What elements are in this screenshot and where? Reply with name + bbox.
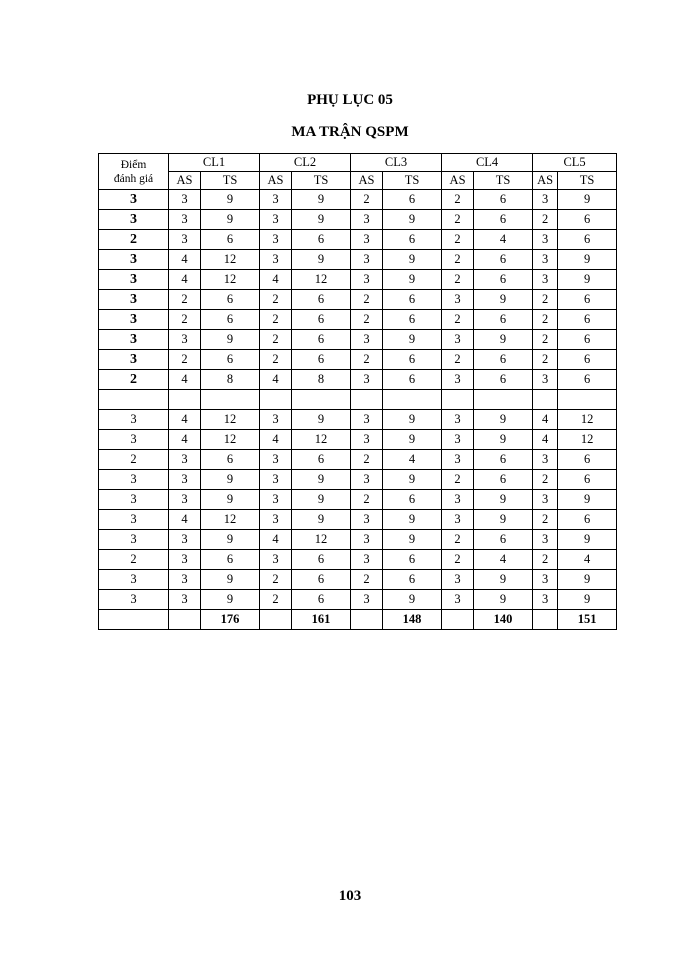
score-cell: 3 (99, 430, 169, 450)
as-cell: 3 (351, 410, 383, 430)
ts-cell: 9 (201, 210, 260, 230)
as-cell: 3 (351, 470, 383, 490)
ts-cell: 12 (558, 430, 617, 450)
ts-cell: 6 (383, 230, 442, 250)
as-cell: 3 (169, 330, 201, 350)
as-cell: 3 (169, 590, 201, 610)
score-cell: 3 (99, 510, 169, 530)
as-cell: 2 (351, 570, 383, 590)
ts-cell: 9 (201, 570, 260, 590)
ts-cell: 6 (383, 190, 442, 210)
table-row (99, 550, 617, 570)
ts-cell: 6 (292, 350, 351, 370)
total-cell-empty (533, 610, 558, 630)
total-cl3: 148 (383, 610, 442, 630)
as-cell: 2 (533, 470, 558, 490)
as-cell: 3 (260, 490, 292, 510)
as-cell: 4 (169, 370, 201, 390)
table-row (99, 210, 617, 230)
as-cell: 3 (351, 590, 383, 610)
ts-cell: 9 (201, 490, 260, 510)
score-cell: 3 (99, 250, 169, 270)
ts-cell: 6 (474, 450, 533, 470)
ts-cell: 9 (292, 490, 351, 510)
score-cell: 3 (99, 290, 169, 310)
ts-cell: 6 (292, 450, 351, 470)
total-label-cell (99, 610, 169, 630)
ts-cell: 9 (292, 210, 351, 230)
ts-cell: 12 (201, 250, 260, 270)
as-cell: 3 (533, 590, 558, 610)
as-cell: 3 (169, 570, 201, 590)
table-row (99, 190, 617, 210)
as-cell: 3 (351, 370, 383, 390)
matrix-title: MA TRẬN QSPM (291, 124, 409, 140)
sub-header-as: AS (169, 172, 201, 190)
total-cl4: 140 (474, 610, 533, 630)
as-cell: 2 (533, 330, 558, 350)
total-cell-empty (351, 610, 383, 630)
score-cell: 2 (99, 450, 169, 470)
ts-cell: 9 (201, 190, 260, 210)
as-cell: 3 (442, 590, 474, 610)
ts-cell: 6 (474, 350, 533, 370)
ts-cell: 6 (558, 350, 617, 370)
ts-cell: 9 (383, 330, 442, 350)
score-cell: 3 (99, 310, 169, 330)
as-cell: 3 (533, 570, 558, 590)
ts-cell: 6 (474, 530, 533, 550)
as-cell: 3 (442, 430, 474, 450)
ts-cell: 9 (558, 250, 617, 270)
ts-cell: 9 (558, 490, 617, 510)
as-cell: 3 (442, 330, 474, 350)
sub-header-as: AS (260, 172, 292, 190)
ts-cell: 6 (558, 310, 617, 330)
as-cell: 3 (260, 550, 292, 570)
as-cell: 3 (533, 230, 558, 250)
as-cell: 4 (533, 430, 558, 450)
as-cell: 3 (533, 190, 558, 210)
as-cell: 2 (442, 470, 474, 490)
appendix-title: PHỤ LỤC 05 (307, 92, 393, 108)
ts-cell: 9 (474, 590, 533, 610)
ts-cell: 4 (558, 550, 617, 570)
table-row (99, 250, 617, 270)
score-cell: 2 (99, 550, 169, 570)
as-cell: 2 (351, 450, 383, 470)
total-row (99, 610, 617, 630)
ts-cell: 6 (292, 230, 351, 250)
ts-cell (558, 390, 617, 410)
ts-cell: 9 (292, 510, 351, 530)
sub-header-as: AS (351, 172, 383, 190)
ts-cell: 9 (292, 190, 351, 210)
table-row (99, 510, 617, 530)
ts-cell: 9 (292, 470, 351, 490)
ts-cell: 6 (292, 570, 351, 590)
as-cell: 2 (260, 590, 292, 610)
ts-cell: 9 (383, 210, 442, 230)
ts-cell: 4 (383, 450, 442, 470)
ts-cell: 6 (383, 350, 442, 370)
ts-cell: 9 (201, 330, 260, 350)
as-cell: 3 (351, 270, 383, 290)
as-cell: 3 (533, 370, 558, 390)
ts-cell: 6 (292, 310, 351, 330)
ts-cell: 9 (474, 330, 533, 350)
ts-cell: 9 (474, 490, 533, 510)
as-cell: 3 (260, 210, 292, 230)
as-cell: 3 (351, 430, 383, 450)
as-cell: 3 (260, 230, 292, 250)
as-cell (260, 390, 292, 410)
ts-cell: 9 (383, 530, 442, 550)
as-cell: 3 (351, 210, 383, 230)
ts-cell: 9 (558, 270, 617, 290)
ts-cell: 9 (383, 250, 442, 270)
table-row (99, 410, 617, 430)
sub-header-ts: TS (474, 172, 533, 190)
ts-cell: 6 (383, 290, 442, 310)
total-cell-empty (169, 610, 201, 630)
as-cell: 3 (351, 250, 383, 270)
table-row (99, 530, 617, 550)
ts-cell: 8 (292, 370, 351, 390)
as-cell (169, 390, 201, 410)
ts-cell: 6 (201, 550, 260, 570)
as-cell: 3 (442, 490, 474, 510)
total-cell-empty (260, 610, 292, 630)
table-row (99, 290, 617, 310)
as-cell: 3 (351, 330, 383, 350)
as-cell: 2 (533, 290, 558, 310)
as-cell: 3 (533, 250, 558, 270)
total-cl1: 176 (201, 610, 260, 630)
as-cell: 2 (260, 570, 292, 590)
total-cl5: 151 (558, 610, 617, 630)
ts-cell: 6 (201, 290, 260, 310)
as-cell: 3 (351, 550, 383, 570)
ts-cell: 12 (201, 430, 260, 450)
as-cell: 2 (442, 250, 474, 270)
ts-cell: 6 (292, 550, 351, 570)
sub-header-ts: TS (292, 172, 351, 190)
ts-cell (292, 390, 351, 410)
ts-cell: 6 (383, 550, 442, 570)
sub-header-as: AS (442, 172, 474, 190)
as-cell: 4 (260, 530, 292, 550)
ts-cell: 6 (474, 190, 533, 210)
group-header-cl2: CL2 (260, 154, 351, 172)
as-cell: 2 (260, 350, 292, 370)
matrix-body (99, 190, 617, 610)
as-cell: 4 (533, 410, 558, 430)
table-row (99, 570, 617, 590)
ts-cell: 12 (292, 430, 351, 450)
as-cell: 4 (169, 430, 201, 450)
ts-cell (383, 390, 442, 410)
as-cell: 3 (533, 450, 558, 470)
ts-cell: 6 (201, 450, 260, 470)
ts-cell: 6 (558, 370, 617, 390)
as-cell: 2 (351, 490, 383, 510)
as-cell: 3 (169, 210, 201, 230)
as-cell: 2 (351, 350, 383, 370)
table-row (99, 430, 617, 450)
ts-cell: 9 (383, 510, 442, 530)
as-cell: 4 (260, 370, 292, 390)
as-cell: 3 (533, 490, 558, 510)
qspm-matrix-table (98, 153, 617, 630)
ts-cell: 9 (383, 430, 442, 450)
score-cell: 3 (99, 470, 169, 490)
ts-cell: 6 (558, 210, 617, 230)
ts-cell: 9 (383, 470, 442, 490)
ts-cell: 6 (292, 590, 351, 610)
score-cell: 3 (99, 490, 169, 510)
as-cell: 3 (169, 530, 201, 550)
table-row (99, 450, 617, 470)
ts-cell: 9 (474, 430, 533, 450)
ts-cell: 8 (201, 370, 260, 390)
table-row (99, 350, 617, 370)
ts-cell: 9 (558, 530, 617, 550)
ts-cell: 9 (383, 410, 442, 430)
ts-cell: 9 (474, 290, 533, 310)
as-cell: 3 (442, 370, 474, 390)
ts-cell: 6 (558, 230, 617, 250)
sub-header-as: AS (533, 172, 558, 190)
ts-cell: 4 (474, 550, 533, 570)
table-row (99, 330, 617, 350)
sub-header-ts: TS (383, 172, 442, 190)
as-cell: 3 (442, 290, 474, 310)
as-cell: 3 (169, 470, 201, 490)
ts-cell: 6 (201, 350, 260, 370)
table-row (99, 590, 617, 610)
as-cell: 2 (260, 330, 292, 350)
as-cell: 3 (351, 230, 383, 250)
ts-cell: 9 (383, 590, 442, 610)
as-cell: 3 (260, 250, 292, 270)
as-cell: 2 (442, 530, 474, 550)
ts-cell (474, 390, 533, 410)
ts-cell: 9 (201, 470, 260, 490)
score-cell: 3 (99, 350, 169, 370)
table-row (99, 370, 617, 390)
as-cell: 3 (260, 410, 292, 430)
ts-cell: 9 (474, 570, 533, 590)
ts-cell: 6 (474, 210, 533, 230)
as-cell: 4 (260, 270, 292, 290)
table-row (99, 390, 617, 410)
score-header-line2: đánh giá (113, 172, 154, 185)
as-cell: 2 (169, 310, 201, 330)
score-cell: 3 (99, 270, 169, 290)
ts-cell: 9 (201, 530, 260, 550)
score-cell: 2 (99, 370, 169, 390)
as-cell: 2 (351, 290, 383, 310)
score-cell: 3 (99, 190, 169, 210)
sub-header-ts: TS (558, 172, 617, 190)
ts-cell: 9 (383, 270, 442, 290)
ts-cell: 9 (558, 570, 617, 590)
as-cell: 4 (260, 430, 292, 450)
as-cell: 3 (533, 530, 558, 550)
as-cell (351, 390, 383, 410)
score-cell: 2 (99, 230, 169, 250)
ts-cell: 9 (474, 510, 533, 530)
score-cell: 3 (99, 330, 169, 350)
ts-cell: 12 (292, 270, 351, 290)
as-cell: 3 (169, 190, 201, 210)
ts-cell: 6 (474, 250, 533, 270)
sub-header-row (99, 172, 617, 190)
table-row (99, 490, 617, 510)
as-cell: 3 (169, 230, 201, 250)
ts-cell: 6 (558, 290, 617, 310)
as-cell: 3 (442, 570, 474, 590)
table-row (99, 310, 617, 330)
ts-cell: 9 (201, 590, 260, 610)
ts-cell: 9 (292, 250, 351, 270)
as-cell: 2 (351, 190, 383, 210)
group-header-cl3: CL3 (351, 154, 442, 172)
sub-header-ts: TS (201, 172, 260, 190)
group-header-row (99, 154, 617, 172)
as-cell: 3 (351, 510, 383, 530)
as-cell: 4 (169, 510, 201, 530)
ts-cell: 6 (558, 510, 617, 530)
group-header-cl5: CL5 (533, 154, 617, 172)
as-cell: 2 (169, 290, 201, 310)
ts-cell: 6 (558, 450, 617, 470)
score-column-header (99, 154, 169, 190)
ts-cell: 12 (292, 530, 351, 550)
as-cell: 2 (533, 210, 558, 230)
ts-cell: 6 (474, 470, 533, 490)
ts-cell: 6 (558, 470, 617, 490)
ts-cell: 6 (474, 270, 533, 290)
ts-cell: 6 (558, 330, 617, 350)
as-cell: 4 (169, 410, 201, 430)
ts-cell: 12 (201, 510, 260, 530)
ts-cell: 6 (201, 310, 260, 330)
as-cell: 2 (442, 270, 474, 290)
as-cell: 3 (533, 270, 558, 290)
as-cell: 3 (169, 450, 201, 470)
score-cell (99, 390, 169, 410)
as-cell: 3 (169, 490, 201, 510)
as-cell: 2 (442, 210, 474, 230)
group-header-cl1: CL1 (169, 154, 260, 172)
ts-cell (201, 390, 260, 410)
as-cell: 3 (260, 470, 292, 490)
as-cell: 3 (351, 530, 383, 550)
ts-cell: 6 (383, 310, 442, 330)
as-cell: 2 (260, 310, 292, 330)
as-cell: 3 (260, 190, 292, 210)
score-cell: 3 (99, 590, 169, 610)
ts-cell: 9 (558, 590, 617, 610)
as-cell: 4 (169, 250, 201, 270)
ts-cell: 6 (292, 330, 351, 350)
ts-cell: 9 (558, 190, 617, 210)
ts-cell: 12 (201, 410, 260, 430)
ts-cell: 6 (474, 370, 533, 390)
as-cell: 2 (260, 290, 292, 310)
as-cell (533, 390, 558, 410)
as-cell: 3 (442, 510, 474, 530)
ts-cell: 6 (383, 370, 442, 390)
page-number: 103 (338, 888, 362, 904)
table-row (99, 270, 617, 290)
as-cell: 2 (442, 230, 474, 250)
total-cell-empty (442, 610, 474, 630)
as-cell: 2 (533, 310, 558, 330)
score-cell: 3 (99, 410, 169, 430)
score-header-line1: Điểm (120, 158, 147, 171)
score-cell: 3 (99, 530, 169, 550)
ts-cell: 6 (383, 570, 442, 590)
ts-cell: 9 (292, 410, 351, 430)
as-cell: 2 (169, 350, 201, 370)
table-row (99, 230, 617, 250)
as-cell: 2 (533, 510, 558, 530)
as-cell: 2 (351, 310, 383, 330)
ts-cell: 4 (474, 230, 533, 250)
as-cell: 3 (442, 410, 474, 430)
as-cell: 2 (442, 310, 474, 330)
score-cell: 3 (99, 570, 169, 590)
ts-cell: 12 (201, 270, 260, 290)
as-cell: 2 (442, 550, 474, 570)
ts-cell: 6 (474, 310, 533, 330)
as-cell: 4 (169, 270, 201, 290)
ts-cell: 12 (558, 410, 617, 430)
as-cell (442, 390, 474, 410)
ts-cell: 9 (474, 410, 533, 430)
as-cell: 2 (533, 550, 558, 570)
as-cell: 3 (169, 550, 201, 570)
ts-cell: 6 (201, 230, 260, 250)
ts-cell: 6 (383, 490, 442, 510)
as-cell: 3 (260, 450, 292, 470)
as-cell: 3 (260, 510, 292, 530)
as-cell: 2 (533, 350, 558, 370)
as-cell: 3 (442, 450, 474, 470)
score-cell: 3 (99, 210, 169, 230)
table-row (99, 470, 617, 490)
as-cell: 2 (442, 350, 474, 370)
as-cell: 2 (442, 190, 474, 210)
ts-cell: 6 (292, 290, 351, 310)
group-header-cl4: CL4 (442, 154, 533, 172)
total-cl2: 161 (292, 610, 351, 630)
